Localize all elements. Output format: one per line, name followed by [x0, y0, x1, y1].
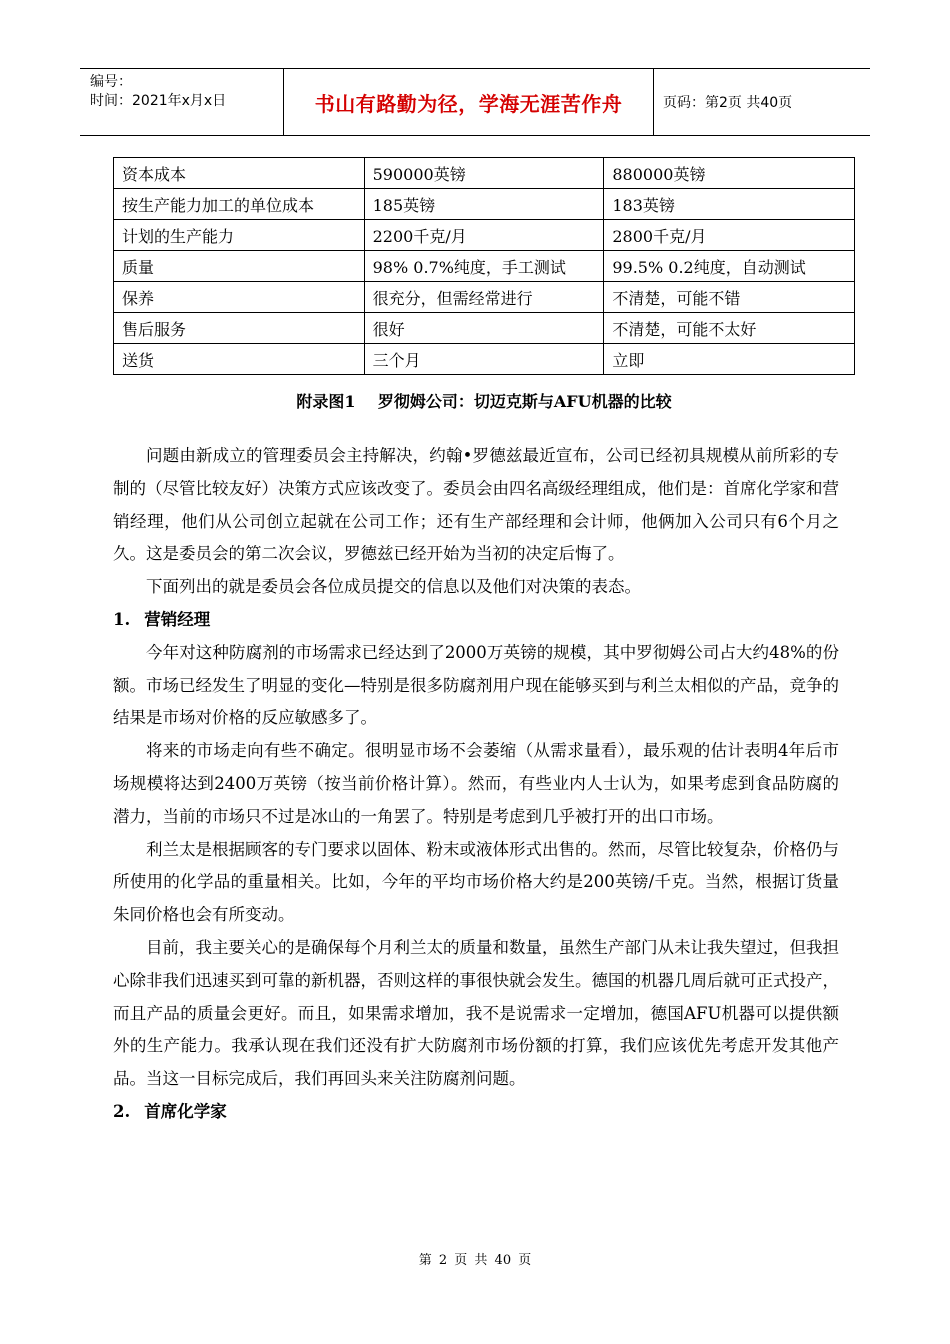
table-row: [114, 158, 855, 189]
table-cell: 2200千克/月: [364, 220, 604, 251]
table-cell: 资本成本: [114, 158, 365, 189]
table-row: [114, 282, 855, 313]
section-number: 1.: [113, 609, 131, 629]
table-cell: 不清楚，可能不错: [604, 282, 855, 313]
header-divider: [653, 69, 654, 135]
document-body: [113, 440, 839, 1129]
table-cell: 98% 0.7%纯度，手工测试: [364, 251, 604, 282]
table-row: [114, 220, 855, 251]
table-cell: 183英镑: [604, 189, 855, 220]
serial-label: 编号：: [90, 74, 132, 90]
table-cell: 2800千克/月: [604, 220, 855, 251]
table-cell: 计划的生产能力: [114, 220, 365, 251]
page-footer: 第 2 页 共 40 页: [418, 1253, 532, 1268]
page-header: [80, 68, 870, 136]
section-title: 营销经理: [144, 609, 211, 629]
table-cell: 590000英镑: [364, 158, 604, 189]
table-cell: 不清楚，可能不太好: [604, 313, 855, 344]
table-cell: 立即: [604, 344, 855, 375]
section-heading-chemist: [113, 1096, 839, 1129]
paragraph: 下面列出的就是委员会各位成员提交的信息以及他们对决策的表态。: [146, 577, 641, 597]
table-cell: 售后服务: [114, 313, 365, 344]
header-page-label: 页码：第2页 共40页: [663, 95, 793, 111]
table-row: [114, 251, 855, 282]
header-meta: [90, 73, 280, 111]
date-label: 时间：2021年x月x日: [90, 93, 227, 109]
paragraph: 利兰太是根据顾客的专门要求以固体、粉末或液体形式出售的。然而，尽管比较复杂，价格仍与所使用的化学品的重量相关。比如，今年的平均市场价格大约是200英镑/千克。当然，根据订货量朱同价格也会有所变动。: [113, 839, 839, 925]
comparison-table: [113, 157, 855, 375]
paragraph: 目前，我主要关心的是确保每个月利兰太的质量和数量，虽然生产部门从未让我失望过，但我担心除非我们迅速买到可靠的新机器，否则这样的事很快就会发生。德国的机器几周后就可正式投产，而且产品的质量会更好。而且，如果需求增加，我不是说需求一定增加，德国AFU机器可以提供额外的生产能力。我承认现在我们还没有扩大防腐剂市场份额的打算，我们应该优先考虑开发其他产品。当这一目标完成后，我们再回头来关注防腐剂问题。: [113, 937, 839, 1089]
table-cell: 880000英镑: [604, 158, 855, 189]
table-cell: 三个月: [364, 344, 604, 375]
paragraph: 今年对这种防腐剂的市场需求已经达到了2000万英镑的规模，其中罗彻姆公司占大约48%的份额。市场已经发生了明显的变化—特别是很多防腐剂用户现在能够买到与利兰太相似的产品，竞争的结果是市场对价格的反应敏感多了。: [113, 642, 839, 728]
table-row: [114, 189, 855, 220]
section-title: 首席化学家: [144, 1101, 227, 1121]
table-cell: 很好: [364, 313, 604, 344]
table-cell: 185英镑: [364, 189, 604, 220]
table-cell: 质量: [114, 251, 365, 282]
table-cell: 很充分，但需经常进行: [364, 282, 604, 313]
table-cell: 保养: [114, 282, 365, 313]
table-cell: 送货: [114, 344, 365, 375]
section-number: 2.: [113, 1101, 131, 1121]
paragraph: 问题由新成立的管理委员会主持解决，约翰•罗德兹最近宣布，公司已经初具规模从前所彩的专制的（尽管比较友好）决策方式应该改变了。委员会由四名高级经理组成，他们是：首席化学家和营销经理，他们从公司创立起就在公司工作；还有生产部经理和会计师，他俩加入公司只有6个月之久。这是委员会的第二次会议，罗德兹已经开始为当初的决定后悔了。: [113, 446, 839, 564]
table-caption: 附录图1 罗彻姆公司：切迈克斯与AFU机器的比较: [296, 392, 672, 411]
table-cell: 99.5% 0.2纯度，自动测试: [604, 251, 855, 282]
table-row: [114, 344, 855, 375]
paragraph: 将来的市场走向有些不确定。很明显市场不会萎缩（从需求量看），最乐观的估计表明4年后市场规模将达到2400万英镑（按当前价格计算）。然而，有些业内人士认为，如果考虑到食品防腐的潜力，当前的市场只不过是冰山的一角罢了。特别是考虑到几乎被打开的出口市场。: [113, 741, 839, 826]
header-motto: 书山有路勤为径，学海无涯苦作舟: [314, 91, 623, 116]
section-heading-marketing: [113, 604, 839, 637]
table-cell: 按生产能力加工的单位成本: [114, 189, 365, 220]
table-row: [114, 313, 855, 344]
